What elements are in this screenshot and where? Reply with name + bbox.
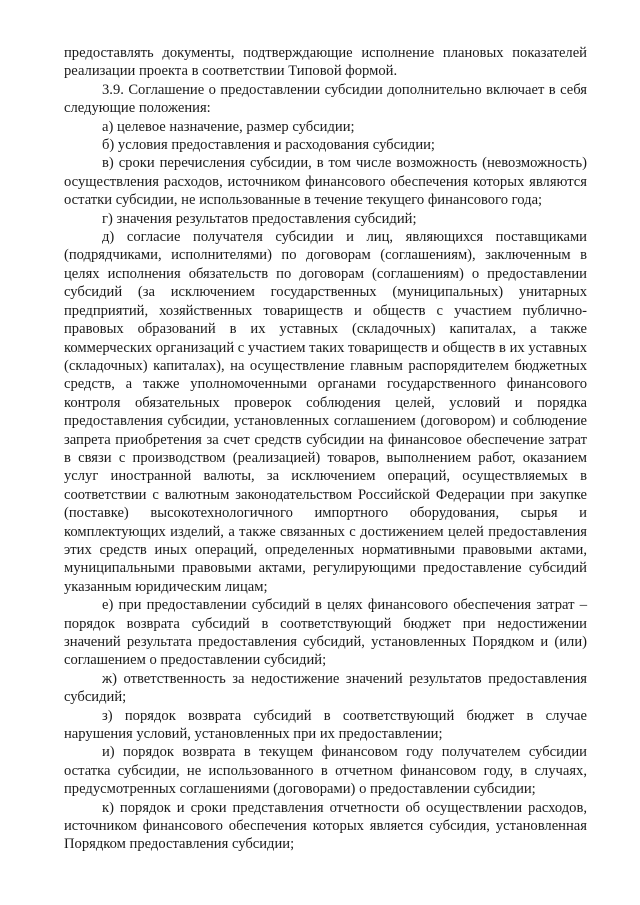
list-item-z: з) порядок возврата субсидий в соответствующий бюджет в случае нарушения условий, установленных при их предоставлении; (64, 707, 587, 743)
list-item-i: и) порядок возврата в текущем финансовом году получателем субсидии остатка субсидии, не использованного в отчетном финансовом году, в случаях, предусмотренных соглашениями (договорами) о предоставлении субсидии; (64, 744, 587, 798)
list-item-b: б) условия предоставления и расходования субсидии; (102, 137, 435, 154)
list-item-k: к) порядок и сроки представления отчетности об осуществлении расходов, источником финансового обеспечения которых является субсидия, установленная Порядком предоставления субсидии; (64, 799, 587, 853)
list-item-zh: ж) ответственность за недостижение значений результатов предоставления субсидий; (64, 670, 587, 706)
list-item-v: в) сроки перечисления субсидии, в том числе возможность (невозможность) осуществления расходов, источником финансового обеспечения которых являются остатки субсидии, не использованные в течение текущего финансового года; (64, 155, 587, 209)
paragraph-3-9: 3.9. Соглашение о предоставлении субсидии дополнительно включает в себя следующие положения: (64, 81, 587, 117)
list-item-d: д) согласие получателя субсидии и лиц, являющихся поставщиками (подрядчиками, исполнителями) по договорам (соглашениям), заключенным в целях исполнения обязательств по договорам (соглашениям) о предоставлении субсидий (за исключением государственных (муниципальных) унитарных предприятий, хозяйственных товариществ и обществ с участием публично-правовых образований в их уставных (складочных) капиталах, а также коммерческих организаций с участием таких товариществ и обществ в их уставных (складочных) капиталах), на осуществление главным распорядителем бюджетных средств, а также уполномоченными органами государственного финансового контроля обязательных проверок соблюдения целей, условий и порядка предоставления субсидии, установленных соглашением (договором) и соблюдение запрета приобретения за счет средств субсидии на финансовое обеспечение затрат в связи с производством (реализацией) товаров, выполнением работ, оказанием услуг иностранной валюты, за исключением операций, осуществляемых в соответствии с валютным законодательством Российской Федерации при закупке (поставке) высокотехнологичного импортного оборудования, сырья и комплектующих изделий, а также связанных с достижением целей предоставления этих средств иных операций, определенных нормативными правовыми актами, муниципальными правовыми актами, регулирующими предоставление субсидий указанным юридическим лицам; (64, 229, 587, 595)
list-item-a: а) целевое назначение, размер субсидии; (102, 118, 355, 135)
list-item-e: е) при предоставлении субсидий в целях финансового обеспечения затрат – порядок возврата субсидий в соответствующий бюджет при недостижении значений результата предоставления субсидий, установленных Порядком и (или) соглашением о предоставлении субсидий; (64, 597, 587, 669)
paragraph-continuation: предоставлять документы, подтверждающие исполнение плановых показателей реализации проекта в соответствии Типовой формой. (64, 45, 587, 80)
list-item-g: г) значения результатов предоставления субсидий; (102, 210, 417, 227)
document-page (64, 44, 587, 854)
